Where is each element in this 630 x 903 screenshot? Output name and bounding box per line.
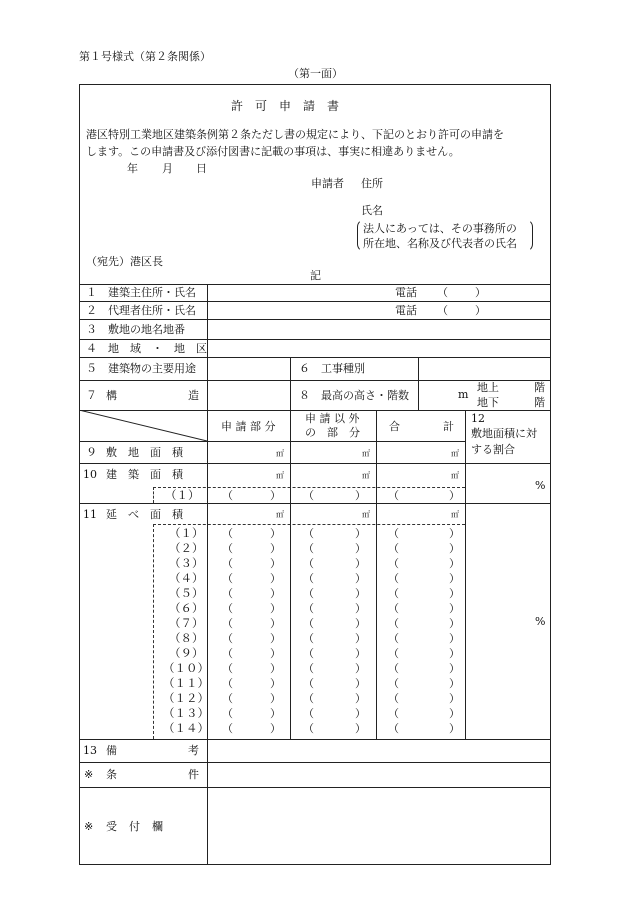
row2-phone-label: 電話 [395,304,417,317]
row10-apply-unit: ㎡ [276,471,284,480]
row11-sub-other-close: ） [355,572,366,585]
intro-line-1: 港区特別工業地区建築条例第２条ただし書の規定により、下記のとおり許可の申請を [86,128,504,141]
row13-num: 13 [83,744,97,757]
col-ratio-line-2: する割合 [471,443,515,456]
row11-sub-total-open: （ [388,722,399,735]
col-total-a: 合 [389,420,400,433]
row11-sub-total-close: ） [449,707,460,720]
row2-phone-close: ） [475,304,486,317]
row11-sub-apply-open: （ [222,662,233,675]
reception-label: 受 付 欄 [106,820,164,833]
row4-label: ４ 地 域 ・ 地 区 [86,342,207,355]
row11-sub-apply-open: （ [222,542,233,555]
row11-sub-other-open: （ [303,692,314,705]
row11-sub-other-close: ） [355,662,366,675]
row1-label: １ 建築主住所・氏名 [86,286,196,299]
row11-sub-total-close: ） [449,692,460,705]
r10-sub-apply-close: ） [270,489,281,502]
row8-unit-m: m [458,388,469,401]
row11-label: 延 べ 面 積 [106,508,183,521]
row11-sub-other-open: （ [303,542,314,555]
row11-sub-total-open: （ [388,707,399,720]
row11-sub-apply-open: （ [222,602,233,615]
above-floors: 階 [534,381,545,394]
row11-sub-apply-open: （ [222,707,233,720]
row8-label: ８ 最高の高さ・階数 [299,389,409,402]
row11-sub-other-close: ） [355,587,366,600]
row11-sub-other-open: （ [303,722,314,735]
row11-sub-label: （９） [169,646,204,660]
row11-sub-other-close: ） [355,557,366,570]
row11-sub-apply-open: （ [222,587,233,600]
form-number: 第１号様式（第２条関係） [79,50,211,63]
row11-sub-other-close: ） [355,677,366,690]
row5-label: ５ 建築物の主要用途 [86,362,196,375]
row11-sub-apply-open: （ [222,692,233,705]
row11-other-unit: ㎡ [362,510,370,519]
row11-sub-other-close: ） [355,692,366,705]
row11-sub-total-close: ） [449,647,460,660]
header-diagonal [79,410,208,441]
row10-num: 10 [83,468,97,481]
row11-sub-total-close: ） [449,542,460,555]
row11-sub-apply-close: ） [270,542,281,555]
row11-sub-apply-close: ） [270,617,281,630]
row11-sub-other-open: （ [303,632,314,645]
r10-sub-other-open: （ [303,489,314,502]
row11-sub-label: （１３） [163,706,209,720]
col-apply-header: 申 請 部 分 [221,420,276,433]
row9-other-unit: ㎡ [362,449,370,458]
row11-sub-total-open: （ [388,617,399,630]
row11-sub-other-open: （ [303,707,314,720]
row11-sub-total-close: ） [449,587,460,600]
row11-sub-label: （１１） [163,676,209,690]
row9-num: ９ [86,446,97,459]
col-other-line-1: 申 請 以 外 [305,412,360,425]
conditions-label-b: 件 [188,768,199,781]
row11-sub-other-close: ） [355,527,366,540]
applicant-label: 申請者 [311,177,344,190]
row6-label: ６ 工事種別 [299,362,365,375]
below-ground: 地下 [477,396,499,409]
date-month: 月 [162,162,173,175]
row11-sub-apply-close: ） [270,662,281,675]
row11-sub-label: （１４） [163,721,209,735]
date-day: 日 [196,162,207,175]
row9-total-unit: ㎡ [451,449,459,458]
row10-percent: % [535,479,546,492]
row11-sub-apply-open: （ [222,527,233,540]
row11-percent: % [535,615,546,628]
row11-sub-apply-close: ） [270,707,281,720]
row11-sub-other-open: （ [303,572,314,585]
row7-label-a: 構 [106,389,117,402]
col-ratio-line-1: 敷地面積に対 [471,427,537,440]
row11-sub-apply-close: ） [270,527,281,540]
row11-sub-apply-open: （ [222,572,233,585]
row11-sub-label: （５） [169,586,204,600]
name-label: 氏名 [361,204,383,217]
row11-sub-label: （４） [169,571,204,585]
row11-sub-apply-close: ） [270,722,281,735]
row11-sub-label: （１０） [163,661,209,675]
row11-sub-total-close: ） [449,527,460,540]
row11-sub-total-close: ） [449,722,460,735]
row13-label-b: 考 [188,744,199,757]
row10-label: 建 築 面 積 [106,468,183,481]
row2-label: ２ 代理者住所・氏名 [86,304,196,317]
row10-other-unit: ㎡ [362,471,370,480]
row11-sub-total-open: （ [388,632,399,645]
row11-sub-apply-close: ） [270,692,281,705]
row11-sub-total-close: ） [449,632,460,645]
row11-sub-label: （１） [169,526,204,540]
address-label: 住所 [361,177,383,190]
row11-sub-label: （２） [169,541,204,555]
row11-sub-apply-open: （ [222,647,233,660]
row11-sub-other-close: ） [355,647,366,660]
row11-sub-total-close: ） [449,602,460,615]
row11-sub-total-open: （ [388,647,399,660]
row11-sub-total-open: （ [388,557,399,570]
row11-sub-apply-open: （ [222,617,233,630]
conditions-mark: ※ [84,768,94,781]
row11-sub-total-open: （ [388,662,399,675]
col-other-line-2: の 部 分 [305,426,360,439]
row11-sub-total-open: （ [388,602,399,615]
row11-sub-total-close: ） [449,557,460,570]
row9-label: 敷 地 面 積 [106,446,183,459]
row10-sub-1: （１） [165,488,200,502]
row1-phone-open: （ [437,286,448,299]
row11-sub-total-open: （ [388,692,399,705]
row11-sub-total-open: （ [388,587,399,600]
row11-sub-apply-close: ） [270,587,281,600]
row11-sub-apply-close: ） [270,677,281,690]
row11-sub-apply-close: ） [270,572,281,585]
row11-sub-other-close: ） [355,632,366,645]
row11-sub-other-open: （ [303,602,314,615]
page-label: （第一面） [288,67,343,80]
row1-phone-close: ） [475,286,486,299]
row11-sub-other-close: ） [355,602,366,615]
above-ground: 地上 [477,381,499,394]
row11-sub-other-open: （ [303,647,314,660]
row11-sub-other-close: ） [355,722,366,735]
r10-sub-total-open: （ [388,489,399,502]
corp-note-line-1: 法人にあっては、その事務所の [363,222,517,235]
row1-phone-label: 電話 [395,286,417,299]
col-ratio-num: 12 [471,412,485,425]
row11-sub-label: （６） [169,601,204,615]
row11-sub-other-open: （ [303,617,314,630]
row11-sub-other-open: （ [303,557,314,570]
row11-sub-total-close: ） [449,617,460,630]
row11-sub-total-open: （ [388,527,399,540]
row3-label: ３ 敷地の地名地番 [86,323,185,336]
row11-sub-other-close: ） [355,617,366,630]
reception-mark: ※ [84,820,94,833]
row11-sub-apply-open: （ [222,677,233,690]
row11-sub-apply-close: ） [270,557,281,570]
row11-sub-apply-open: （ [222,722,233,735]
col-total-b: 計 [443,420,454,433]
row11-sub-total-open: （ [388,542,399,555]
row11-sub-total-close: ） [449,572,460,585]
row11-sub-other-close: ） [355,707,366,720]
row11-sub-apply-close: ） [270,632,281,645]
row7-num: ７ [86,389,97,402]
form-title: 許 可 申 請 書 [231,99,340,113]
corp-note-line-2: 所在地、名称及び代表者の氏名 [363,237,517,250]
r10-sub-total-close: ） [449,489,460,502]
row7-label-b: 造 [188,389,199,402]
intro-line-2: します。この申請書及び添付図書に記載の事項は、事実に相違ありません。 [86,145,460,158]
row11-sub-other-close: ） [355,542,366,555]
r10-sub-other-close: ） [355,489,366,502]
row11-total-unit: ㎡ [451,510,459,519]
row11-sub-apply-open: （ [222,632,233,645]
row11-sub-total-close: ） [449,662,460,675]
row11-sub-other-open: （ [303,527,314,540]
row9-apply-unit: ㎡ [276,449,284,458]
r10-sub-apply-open: （ [222,489,233,502]
conditions-label-a: 条 [106,768,117,781]
row11-sub-label: （８） [169,631,204,645]
row11-sub-apply-close: ） [270,647,281,660]
row13-label-a: 備 [106,744,117,757]
date-year: 年 [127,162,138,175]
row11-sub-total-open: （ [388,677,399,690]
row11-apply-unit: ㎡ [276,510,284,519]
row11-sub-other-open: （ [303,587,314,600]
row11-sub-label: （３） [169,556,204,570]
below-floors: 階 [534,396,545,409]
row11-sub-total-close: ） [449,677,460,690]
row11-sub-apply-open: （ [222,557,233,570]
row11-sub-total-open: （ [388,572,399,585]
row11-sub-label: （１２） [163,691,209,705]
row10-total-unit: ㎡ [451,471,459,480]
row11-sub-other-open: （ [303,677,314,690]
row11-sub-label: （７） [169,616,204,630]
addressee: （宛先）港区長 [86,255,163,268]
row11-sub-apply-close: ） [270,602,281,615]
row11-num: 11 [83,508,97,521]
ki-label: 記 [310,269,321,282]
row11-sub-other-open: （ [303,662,314,675]
row2-phone-open: （ [437,304,448,317]
